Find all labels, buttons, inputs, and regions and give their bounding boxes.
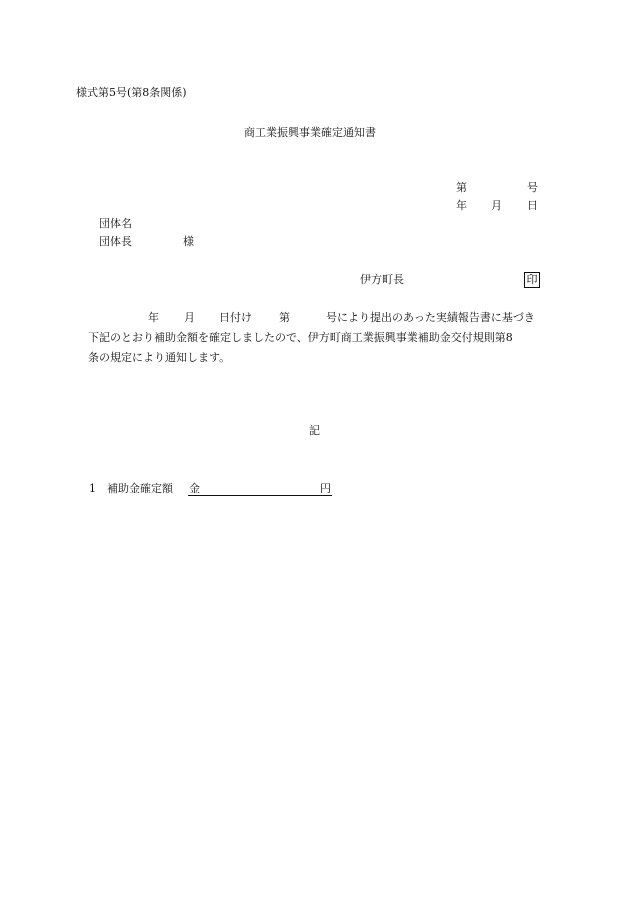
body-line-2: 下記のとおり補助金額を確定しましたので、伊方町商工業振興事業補助金交付規則第8 bbox=[88, 331, 513, 344]
date-day: 日 bbox=[527, 199, 538, 212]
ref-year: 年 bbox=[148, 311, 159, 324]
ref-number-prefix: 第 bbox=[279, 311, 290, 324]
date-month: 月 bbox=[491, 199, 502, 212]
doc-number-suffix: 号 bbox=[527, 181, 538, 194]
seal-mark: 印 bbox=[524, 272, 540, 288]
doc-number-prefix: 第 bbox=[456, 181, 467, 194]
date-year: 年 bbox=[456, 199, 467, 212]
body-line-1: 号により提出のあった実績報告書に基づき bbox=[326, 311, 535, 324]
ref-dated: 日付け bbox=[219, 311, 252, 324]
ref-month: 月 bbox=[184, 311, 195, 324]
item-number: 1 bbox=[89, 482, 96, 495]
amount-underline bbox=[188, 495, 332, 496]
item-label: 補助金確定額 bbox=[107, 482, 173, 495]
ki-heading: 記 bbox=[309, 424, 320, 437]
amount-prefix: 金 bbox=[189, 482, 200, 495]
document-title: 商工業振興事業確定通知書 bbox=[244, 126, 376, 139]
body-line-3: 条の規定により通知します。 bbox=[88, 351, 231, 364]
sender-title: 伊方町長 bbox=[360, 273, 404, 286]
form-number: 様式第5号(第8条関係) bbox=[76, 86, 187, 99]
amount-unit: 円 bbox=[320, 482, 331, 495]
org-name-label: 団体名 bbox=[99, 217, 132, 230]
honorific: 様 bbox=[183, 235, 194, 248]
org-head-label: 団体長 bbox=[99, 235, 132, 248]
